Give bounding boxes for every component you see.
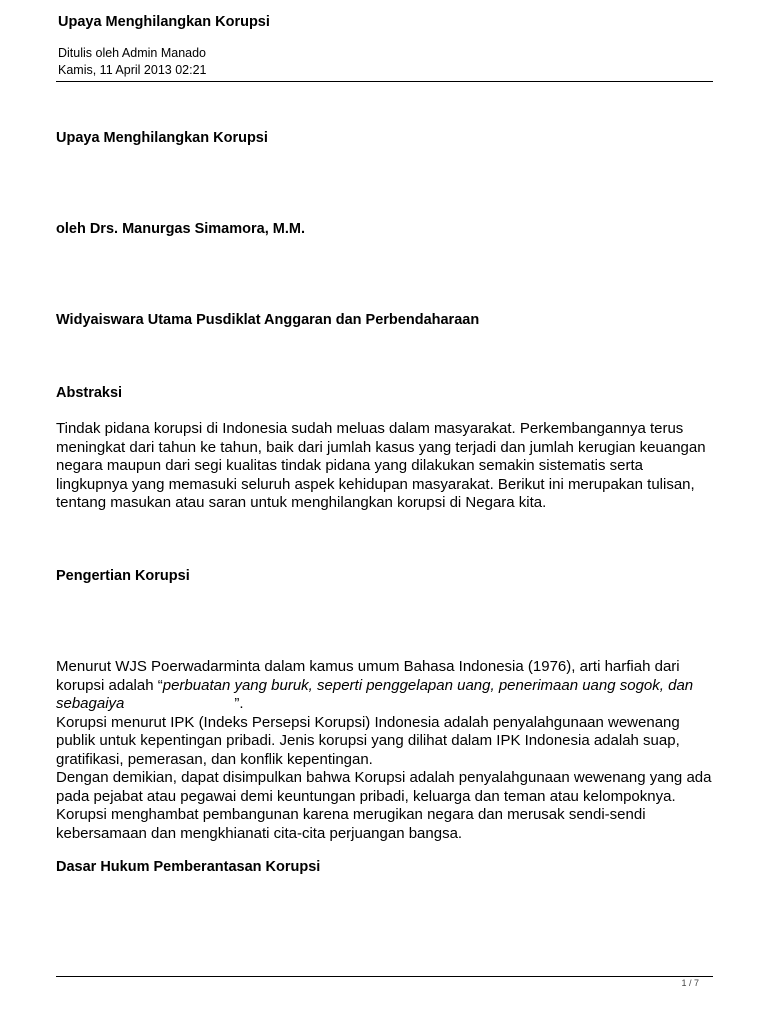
footer-divider [56,976,713,977]
definition-quote: perbuatan yang buruk, seperti penggelapan uang, penerimaan uang sogok, dan sebagaiya [56,676,694,712]
abstract-heading: Abstraksi [56,385,123,401]
author-line: Ditulis oleh Admin Manado [58,46,206,60]
definition-paragraph-3: Dengan demikian, dapat disimpulkan bahwa Korupsi adalah penyalahgunaan wewenang yang ada pada pejabat atau pegawai demi keuntungan pribadi, keluarga dan teman atau kelompoknya. Korupsi menghambat pembangunan karena merugikan negara dan merusak sendi-sendi kebersamaan dan mengkhianati cita-cita perjuangan bangsa. [56,769,712,842]
abstract-text: Tindak pidana korupsi di Indonesia sudah meluas dalam masyarakat. Perkembangannya terus meningkat dari tahun ke tahun, baik dari jumlah kasus yang terjadi dan jumlah kerugian keuangan negara maupun dari segi kualitas tindak pidana yang dilakukan semakin sistematis serta lingkupnya yang memasuki seluruh aspek kehidupan masyarakat. Berikut ini merupakan tulisan, tentang masukan atau saran untuk menghilangkan korupsi di Negara kita. [56,420,706,511]
article-affiliation: Widyaiswara Utama Pusdiklat Anggaran dan Perbendaharaan [56,312,480,328]
header-divider [56,81,713,82]
definition-section [56,658,716,843]
definition-intro: Menurut WJS Poerwadarminta dalam kamus umum Bahasa Indonesia (1976), arti harfiah dari korupsi adalah “ [56,658,680,694]
article-title: Upaya Menghilangkan Korupsi [56,130,268,146]
abstract-paragraph [56,420,716,513]
date-line: Kamis, 11 April 2013 02:21 [58,63,207,77]
article-byline: oleh Drs. Manurgas Simamora, M.M. [56,221,305,237]
definition-paragraph-2: Korupsi menurut IPK (Indeks Persepsi Korupsi) Indonesia adalah penyalahgunaan wewenang publik untuk kepentingan pribadi. Jenis korupsi yang dilihat dalam IPK Indonesia adalah suap, gratifikasi, pemerasan, dan konflik kepentingan. [56,713,680,768]
page-indicator: 1 / 7 [681,978,699,988]
definition-quote-close: ”. [234,695,244,712]
document-header-title: Upaya Menghilangkan Korupsi [58,14,270,30]
legal-basis-heading: Dasar Hukum Pemberantasan Korupsi [56,859,321,875]
definition-heading: Pengertian Korupsi [56,568,190,584]
definition-paragraph-1 [56,658,716,714]
